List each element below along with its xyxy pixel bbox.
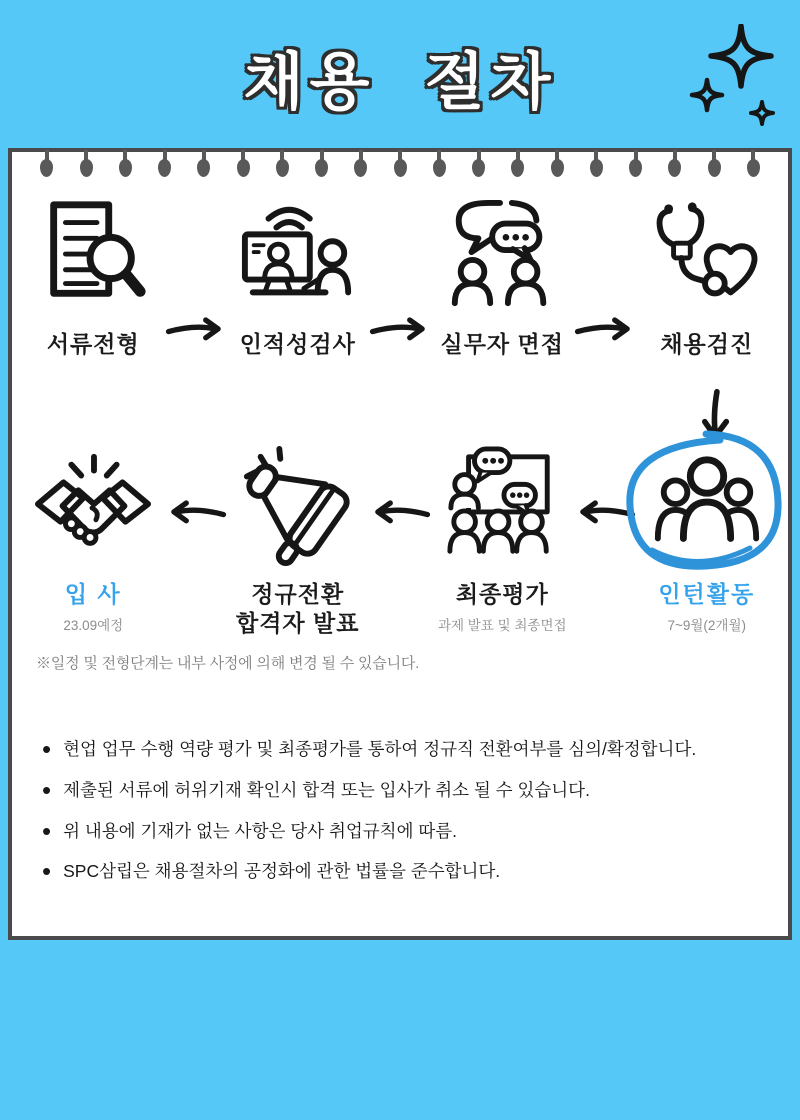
schedule-note: ※일정 및 전형단계는 내부 사정에 의해 변경 될 수 있습니다. [36, 655, 420, 672]
bullet-item [42, 820, 764, 843]
stage-label: 최종평가 [455, 581, 549, 607]
pin [354, 150, 367, 177]
bullet-item [42, 779, 764, 802]
pin [629, 150, 642, 177]
bullet-text: • SPC삼립은 채용절차의 공정화에 관한 법률을 준수합니다. [63, 861, 501, 882]
stage-label: 인턴활동 [658, 581, 756, 607]
stage-label: 서류전형 [46, 331, 140, 357]
stage-final-evaluation [431, 442, 574, 638]
stage-label: 정규전환 합격자 발표 [236, 581, 360, 636]
binder-pins [14, 150, 786, 177]
bullet-text: • 현업 업무 수행 역량 평가 및 최종평가를 통하여 정규직 전환여부를 심의/확정합니다. [63, 739, 697, 759]
right-arrow-icon [369, 192, 431, 359]
bullet-item [42, 860, 764, 883]
pin [394, 150, 407, 177]
stage-sublabel: 23.09예정 [63, 617, 124, 633]
bullet-list [42, 738, 764, 901]
pin [433, 150, 446, 177]
left-arrow-icon [574, 442, 636, 638]
megaphone-icon [234, 442, 362, 570]
stage-sublabel: 7~9월(2개월) [667, 617, 747, 633]
pin [472, 150, 485, 177]
pin [276, 150, 289, 177]
pin [80, 150, 93, 177]
pin [315, 150, 328, 177]
down-arrow-icon [700, 388, 732, 446]
stage-announcement [227, 442, 370, 638]
pin [158, 150, 171, 177]
intern-group-icon [643, 442, 771, 570]
video-interview-icon [234, 192, 362, 320]
stage-sublabel: 과제 발표 및 최종면접 [437, 617, 567, 633]
stage-aptitude-test [227, 192, 370, 359]
stage-health-check [636, 192, 779, 359]
left-arrow-icon [369, 442, 431, 638]
stage-label: 입 사 [64, 581, 122, 607]
left-arrow-icon [165, 442, 227, 638]
document-search-icon [29, 192, 157, 320]
stage-internship [636, 442, 779, 638]
pin [708, 150, 721, 177]
page-title: 채용 절차 [243, 48, 557, 117]
process-card [8, 148, 792, 940]
stage-job-interview [431, 192, 574, 359]
stage-label: 실무자 면접 [440, 331, 564, 357]
pin [40, 150, 53, 177]
pin [590, 150, 603, 177]
flow-row-1 [22, 192, 778, 359]
pin [197, 150, 210, 177]
pin [747, 150, 760, 177]
chat-people-icon [438, 192, 566, 320]
stethoscope-heart-icon [643, 192, 771, 320]
pin [511, 150, 524, 177]
stage-label: 인적성검사 [239, 331, 356, 357]
pin [237, 150, 250, 177]
stage-label: 채용검진 [660, 331, 754, 357]
right-arrow-icon [165, 192, 227, 359]
bullet-text: • 위 내용에 기재가 없는 사항은 당사 취업규칙에 따름. [63, 820, 458, 841]
sparkles-icon [689, 24, 784, 126]
right-arrow-icon [574, 192, 636, 359]
pin [668, 150, 681, 177]
stage-joining [22, 442, 165, 638]
pin [119, 150, 132, 177]
stage-document-screening [22, 192, 165, 359]
bullet-item [42, 738, 764, 761]
bullet-text: • 제출된 서류에 허위기재 확인시 합격 또는 입사가 취소 될 수 있습니다. [63, 779, 590, 800]
pin [551, 150, 564, 177]
handshake-icon [29, 442, 157, 570]
flow-row-2 [22, 442, 778, 638]
final-presentation-icon [438, 442, 566, 570]
